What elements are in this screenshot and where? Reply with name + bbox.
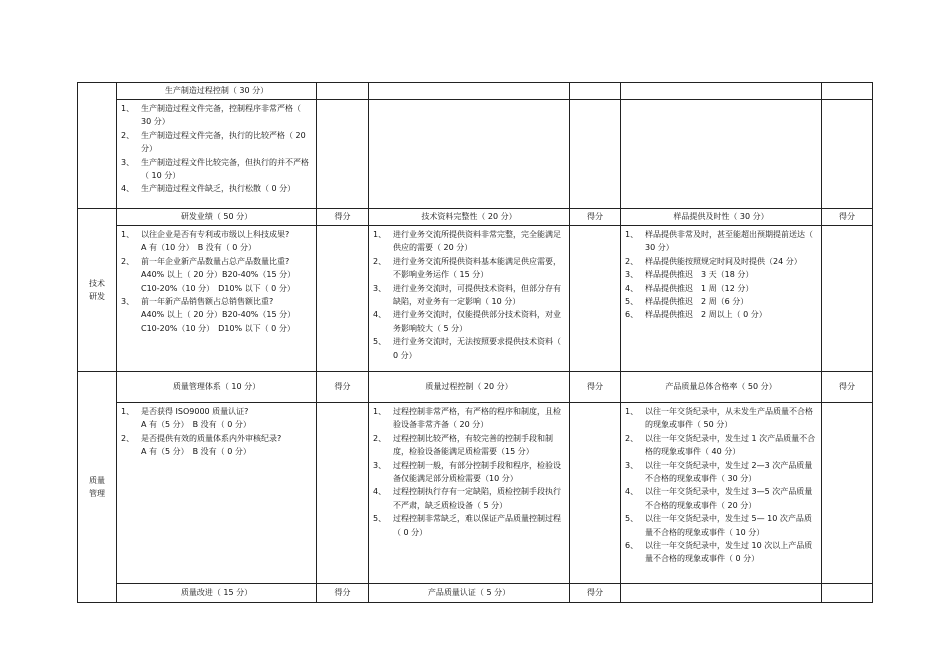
item-text: 过程控制非常缺乏，难以保证产品质量控制过程（ 0 分） bbox=[393, 514, 561, 537]
item-text: 以往一年交货纪录中，发生过 2—3 次产品质量不合格的现象或事件（ 30 分） bbox=[645, 460, 813, 484]
score-header: 得分 bbox=[317, 209, 369, 226]
item-text: 进行业务交流时，无法按照要求提供技术资料（ 0 分） bbox=[393, 337, 561, 360]
score-header: 得分 bbox=[317, 584, 369, 603]
item-number: 3、 bbox=[625, 270, 639, 280]
rnd-criteria-samples bbox=[621, 226, 822, 372]
empty-cell bbox=[369, 100, 570, 209]
criterion-item bbox=[121, 102, 312, 129]
criterion-item bbox=[625, 512, 817, 539]
criterion-item bbox=[625, 308, 817, 321]
criterion-item bbox=[121, 295, 312, 335]
item-number: 4、 bbox=[121, 184, 135, 194]
criterion-item bbox=[121, 255, 312, 295]
item-number: 2、 bbox=[121, 433, 135, 443]
item-number: 1、 bbox=[121, 407, 135, 416]
criterion-item bbox=[373, 459, 565, 486]
rnd-criteria-performance bbox=[117, 226, 317, 372]
category-label: 研发 bbox=[89, 292, 105, 301]
rnd-header-performance: 研发业绩（ 50 分） bbox=[117, 209, 317, 226]
criterion-item bbox=[121, 228, 312, 255]
criterion-item bbox=[625, 459, 817, 486]
item-number: 1、 bbox=[121, 230, 135, 239]
item-text: 过程控制比较严格，有较完善的控制手段和制度，检验设备能满足质检需要（15 分） bbox=[393, 433, 553, 457]
item-option: A 有（10 分） B 没有（ 0 分） bbox=[141, 243, 256, 253]
item-option: A 有（5 分） B 没有（ 0 分） bbox=[141, 420, 251, 430]
quality-header-certification: 产品质量认证（ 5 分） bbox=[369, 584, 570, 603]
item-text: 样品提供非常及时，甚至能超出预期提前送达（ 30 分） bbox=[645, 230, 813, 253]
item-text: 以往一年交货纪录中，从未发生产品质量不合格的现象或事件（ 50 分） bbox=[645, 407, 813, 430]
empty-cell bbox=[822, 584, 873, 603]
item-text: 前一年企业新产品数量占总产品数量比重? bbox=[141, 256, 290, 266]
score-header: 得分 bbox=[570, 209, 621, 226]
item-number: 5、 bbox=[373, 337, 387, 347]
quality-header-process: 质量过程控制（ 20 分） bbox=[369, 372, 570, 403]
item-text: 样品提供推迟 2 周以上（ 0 分） bbox=[645, 310, 767, 320]
item-text: 进行业务交流时，仅能提供部分技术资料，对业务影响较大（ 5 分） bbox=[393, 310, 561, 333]
item-text: 是否提供有效的质量体系内外审核纪录? bbox=[141, 433, 282, 443]
quality-content-row bbox=[78, 403, 873, 584]
rnd-header-row bbox=[78, 209, 873, 226]
score-input-cell[interactable] bbox=[570, 226, 621, 372]
rnd-content-row bbox=[78, 226, 873, 372]
item-text: 样品提供推迟 2 周（6 分） bbox=[645, 297, 749, 307]
criterion-item bbox=[625, 539, 817, 566]
criterion-item bbox=[373, 485, 565, 512]
criterion-item bbox=[625, 268, 817, 281]
criterion-item bbox=[121, 129, 312, 156]
production-header-row bbox=[78, 83, 873, 100]
item-number: 3、 bbox=[121, 297, 135, 307]
empty-cell bbox=[621, 100, 822, 209]
item-text: 生产制造过程文件完备，执行的比较严格（ 20 分） bbox=[141, 130, 306, 154]
production-header: 生产制造过程控制（ 30 分） bbox=[117, 83, 317, 100]
item-text: 生产制造过程文件比较完备，但执行的并不严格（ 10 分） bbox=[141, 157, 309, 181]
item-number: 4、 bbox=[373, 487, 387, 497]
item-text: 生产制造过程文件缺乏，执行松散（ 0 分） bbox=[141, 184, 296, 194]
production-score-cell[interactable] bbox=[317, 83, 369, 100]
score-input-cell[interactable] bbox=[822, 226, 873, 372]
item-text: 以往一年交货纪录中，发生过 10 次以上产品质量不合格的现象或事件（ 0 分） bbox=[645, 541, 813, 564]
item-text: 进行业务交流所提供资料非常完整，完全能满足供应的需要（ 20 分） bbox=[393, 230, 561, 253]
item-text: 样品提供能按照规定时间及时提供（24 分） bbox=[645, 256, 802, 266]
item-text: 过程控制一般，有部分控制手段和程序，检验设备仅能满足部分质检需要（10 分） bbox=[393, 460, 561, 484]
item-number: 3、 bbox=[625, 460, 639, 470]
criterion-item bbox=[373, 432, 565, 459]
item-number: 1、 bbox=[373, 230, 387, 239]
item-number: 1、 bbox=[625, 407, 639, 416]
score-header: 得分 bbox=[570, 372, 621, 403]
item-number: 5、 bbox=[373, 514, 387, 524]
quality-criteria-passrate bbox=[621, 403, 822, 584]
criterion-item bbox=[625, 228, 817, 255]
rnd-header-samples: 样品提供及时性（ 30 分） bbox=[621, 209, 822, 226]
criterion-item bbox=[625, 295, 817, 308]
criterion-item bbox=[625, 432, 817, 459]
item-number: 2、 bbox=[121, 256, 135, 266]
score-header: 得分 bbox=[822, 209, 873, 226]
empty-cell bbox=[317, 100, 369, 209]
score-input-cell[interactable] bbox=[570, 403, 621, 584]
criterion-item bbox=[373, 308, 565, 335]
item-option: C10-20%（10 分） D10% 以下（ 0 分） bbox=[141, 323, 295, 333]
criterion-item bbox=[121, 432, 312, 459]
quality-bottom-row bbox=[78, 584, 873, 603]
rnd-header-docs: 技术资料完整性（ 20 分） bbox=[369, 209, 570, 226]
item-text: 是否获得 ISO9000 质量认证? bbox=[141, 407, 249, 416]
criterion-item bbox=[625, 485, 817, 512]
criterion-item bbox=[625, 255, 817, 268]
empty-cell bbox=[621, 83, 822, 100]
item-number: 6、 bbox=[625, 541, 639, 551]
empty-cell bbox=[822, 83, 873, 100]
criterion-item bbox=[373, 255, 565, 282]
item-number: 2、 bbox=[373, 256, 387, 266]
item-number: 1、 bbox=[625, 230, 639, 239]
item-text: 前一年新产品销售额占总销售额比重? bbox=[141, 297, 274, 307]
empty-cell bbox=[822, 100, 873, 209]
item-number: 5、 bbox=[625, 297, 639, 307]
item-number: 3、 bbox=[373, 283, 387, 293]
item-option: A40% 以上（ 20 分）B20-40%（15 分） bbox=[141, 270, 296, 280]
score-header: 得分 bbox=[570, 584, 621, 603]
empty-cell bbox=[369, 83, 570, 100]
category-label: 技术 bbox=[89, 278, 105, 288]
criterion-item bbox=[373, 405, 565, 432]
criterion-item bbox=[625, 282, 817, 295]
criterion-item bbox=[373, 228, 565, 255]
score-input-cell[interactable] bbox=[317, 226, 369, 372]
criterion-item bbox=[373, 282, 565, 309]
quality-header-improvement: 质量改进（ 15 分） bbox=[117, 584, 317, 603]
score-input-cell[interactable] bbox=[317, 403, 369, 584]
item-number: 2、 bbox=[625, 433, 639, 443]
rnd-category bbox=[78, 209, 117, 372]
quality-header-passrate: 产品质量总体合格率（ 50 分） bbox=[621, 372, 822, 403]
production-content-row bbox=[78, 100, 873, 209]
item-text: 进行业务交流时，可提供技术资料，但部分存有缺陷，对业务有一定影响（ 10 分） bbox=[393, 283, 561, 307]
item-text: 以往一年交货纪录中，发生过 5— 10 次产品质量不合格的现象或事件（ 10 分） bbox=[645, 514, 812, 537]
criterion-item bbox=[121, 182, 312, 195]
criterion-item bbox=[373, 512, 565, 539]
item-text: 生产制造过程文件完备，控制程序非常严格（ 30 分） bbox=[141, 104, 301, 127]
evaluation-table bbox=[77, 82, 873, 603]
rnd-criteria-docs bbox=[369, 226, 570, 372]
item-text: 进行业务交流所提供资料基本能满足供应需要，不影响业务运作（ 15 分） bbox=[393, 256, 561, 280]
quality-header-system: 质量管理体系（ 10 分） bbox=[117, 372, 317, 403]
item-number: 1、 bbox=[121, 104, 135, 113]
production-category-cell bbox=[78, 83, 117, 209]
item-option: A 有（5 分） B 没有（ 0 分） bbox=[141, 447, 251, 457]
criterion-item bbox=[121, 405, 312, 432]
item-number: 4、 bbox=[625, 283, 639, 293]
empty-cell bbox=[621, 584, 822, 603]
item-number: 4、 bbox=[625, 487, 639, 497]
criterion-item bbox=[625, 405, 817, 432]
score-input-cell[interactable] bbox=[822, 403, 873, 584]
empty-cell bbox=[570, 100, 621, 209]
score-header: 得分 bbox=[317, 372, 369, 403]
item-number: 4、 bbox=[373, 310, 387, 320]
quality-criteria-process bbox=[369, 403, 570, 584]
item-number: 2、 bbox=[625, 256, 639, 266]
empty-cell bbox=[570, 83, 621, 100]
item-number: 1、 bbox=[373, 407, 387, 416]
item-number: 3、 bbox=[121, 157, 135, 167]
category-label: 管理 bbox=[89, 489, 105, 498]
item-number: 6、 bbox=[625, 310, 639, 320]
item-text: 样品提供推迟 3 天（18 分） bbox=[645, 270, 754, 280]
quality-header-row bbox=[78, 372, 873, 403]
score-header: 得分 bbox=[822, 372, 873, 403]
item-number: 2、 bbox=[121, 130, 135, 140]
item-number: 5、 bbox=[625, 514, 639, 524]
criterion-item bbox=[121, 156, 312, 183]
item-text: 以往企业是否有专利或市级以上科技成果? bbox=[141, 230, 290, 239]
item-text: 以往一年交货纪录中，发生过 3—5 次产品质量不合格的现象或事件（ 20 分） bbox=[645, 487, 813, 510]
item-number: 2、 bbox=[373, 433, 387, 443]
production-criteria bbox=[117, 100, 317, 209]
item-option: C10-20%（10 分） D10% 以下（ 0 分） bbox=[141, 283, 295, 293]
quality-criteria-system bbox=[117, 403, 317, 584]
item-text: 以往一年交货纪录中，发生过 1 次产品质量不合格的现象或事件（ 40 分） bbox=[645, 433, 816, 457]
criterion-item bbox=[373, 335, 565, 362]
item-text: 过程控制执行存有一定缺陷，质检控制手段执行不严肃，缺乏质检设备（ 5 分） bbox=[393, 487, 561, 510]
quality-category bbox=[78, 372, 117, 603]
category-label: 质量 bbox=[89, 475, 105, 485]
item-text: 样品提供推迟 1 周（12 分） bbox=[645, 283, 754, 293]
item-option: A40% 以上（ 20 分）B20-40%（15 分） bbox=[141, 310, 296, 320]
item-text: 过程控制非常严格，有严格的程序和制度，且检验设备非常齐备（ 20 分） bbox=[393, 407, 561, 430]
item-number: 3、 bbox=[373, 460, 387, 470]
